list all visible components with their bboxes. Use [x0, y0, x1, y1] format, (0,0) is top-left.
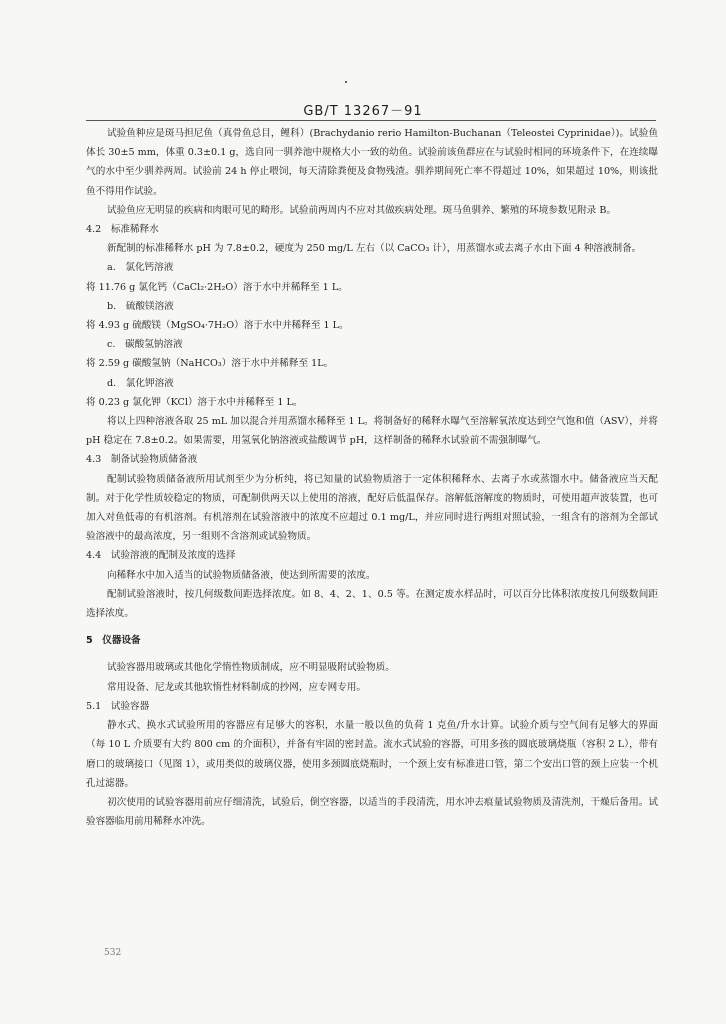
page-number: 532	[104, 948, 122, 958]
item-d-label: d. 氯化钾溶液	[107, 377, 174, 389]
paragraph-add-stock: 向稀释水中加入适当的试验物质储备液，使达到所需要的浓度。	[107, 569, 376, 581]
paragraph-equipment: 常用设备、尼龙或其他软惰性材料制成的抄网，应专网专用。	[107, 681, 367, 693]
item-a-text: 将 11.76 g 氯化钙（CaCl₂·2H₂O）溶于水中并稀释至 1 L。	[86, 281, 348, 293]
heading-5: 5 仪器设备	[86, 635, 141, 647]
paragraph-test-vessels: 静水式、换水式试验所用的容器应有足够大的容积，水量一般以鱼的负荷 1 克鱼/升水计算。试验介质与空气间有足够大的界面（每 10 L 介质要有大约 800 cm 的介面积），并备有牢固的密封盖。流水式试验的容器，可用多孩的圆底玻璃烧瓶（容积 2 L），带有磨口的玻璃接口（见图 1），或用类似的玻璃仪器，使用多颈圆底烧瓶时，一个颈上安有标准进口管，第二个安出口管的颈上应装一个机孔过滤器。	[86, 720, 658, 789]
item-c-text: 将 2.59 g 碳酸氢钠（NaHCO₃）溶于水中并稀释至 1L。	[86, 358, 334, 370]
heading-4-3: 4.3 制备试验物质储备液	[86, 454, 198, 466]
paragraph-containers-material: 试验容器用玻璃或其他化学惰性物质制成，应不明显吸附试验物质。	[107, 662, 395, 674]
paragraph-mixing: 将以上四种溶液各取 25 mL 加以混合并用蒸馏水稀释至 1 L。将制备好的稀释水曝气至溶解氧浓度达到空气饱和值（ASV），并将 pH 稳定在 7.8±0.2。如果需要，用氢氧化钠溶液或盐酸调节 pH，这样制备的稀释水试验前不需强制曝气。	[86, 416, 658, 447]
header-rule	[86, 120, 656, 121]
document-body	[86, 124, 658, 831]
paragraph-concentration: 配制试验溶液时，按几何级数间距选择浓度。如 8、4、2、1、0.5 等。在测定废水样品时，可以百分比体积浓度按几何级数间距选择浓度。	[86, 588, 658, 620]
heading-4-4: 4.4 试验溶液的配制及浓度的选择	[86, 550, 236, 562]
paragraph-fish-health: 试验鱼应无明显的疾病和肉眼可见的畸形。试验前两周内不应对其做疾病处理。斑马鱼驯养、繁殖的环境参数见附录 B。	[107, 204, 616, 216]
item-b-text: 将 4.93 g 硫酸镁（MgSO₄·7H₂O）溶于水中并稀释至 1 L。	[86, 320, 349, 332]
paragraph-dilution-water: 新配制的标准稀释水 pH 为 7.8±0.2，硬度为 250 mg/L 左右（以 CaCO₃ 计），用蒸馏水或去离子水由下面 4 种溶液制备。	[107, 243, 642, 255]
heading-4-2: 4.2 标准稀释水	[86, 224, 159, 236]
paragraph-stock-solution: 配制试验物质储备液所用试剂至少为分析纯，将已知量的试验物质溶于一定体积稀释水、去离子水或蒸馏水中。储备液应当天配制。对于化学性质较稳定的物质，可配制供两天以上使用的溶液，配好后低温保存。溶解低溶解度的物质时，可使用超声波装置，也可加入对鱼低毒的有机溶剂。有机溶剂在试验溶液中的浓度不应超过 0.1 mg/L，并应同时进行两组对照试验，一组含有的溶剂为全部试验溶液中的最高浓度，另一组则不含溶剂或试验物质。	[86, 473, 658, 543]
item-d-text: 将 0.23 g 氯化钾（KCl）溶于水中并稀释至 1 L。	[86, 396, 303, 408]
paragraph-cleaning: 初次使用的试验容器用前应仔细清洗，试验后，倒空容器，以适当的手段清洗，用水冲去痕量试验物质及清洗剂，干燥后备用。试验容器临用前用稀释水冲洗。	[86, 796, 658, 828]
item-c-label: c. 碳酸氢钠溶液	[107, 339, 183, 351]
item-a-label: a. 氯化钙溶液	[107, 262, 174, 274]
item-b-label: b. 硫酸镁溶液	[107, 300, 174, 312]
heading-5-1: 5.1 试验容器	[86, 700, 150, 712]
scan-speck	[345, 81, 347, 83]
standard-header: GB/T 13267－91	[303, 104, 423, 119]
paragraph-test-fish: 试验鱼种应是斑马担尼鱼（真骨鱼总目，鲤科）(Brachydanio rerio Hamilton-Buchanan（Teleostei Cyprinidae）)。试验鱼体长 30±5 mm，体重 0.3±0.1 g，选自同一驯养池中规格大小一致的幼鱼。试验前该鱼群应在与试验时相同的环境条件下，在连续曝气的水中至少驯养两周。试验前 24 h 停止喂饲，每天清除粪便及食物残渣。驯养期间死亡率不得超过 10%，如果超过 10%，则该批鱼不得用作试验。	[86, 128, 658, 197]
